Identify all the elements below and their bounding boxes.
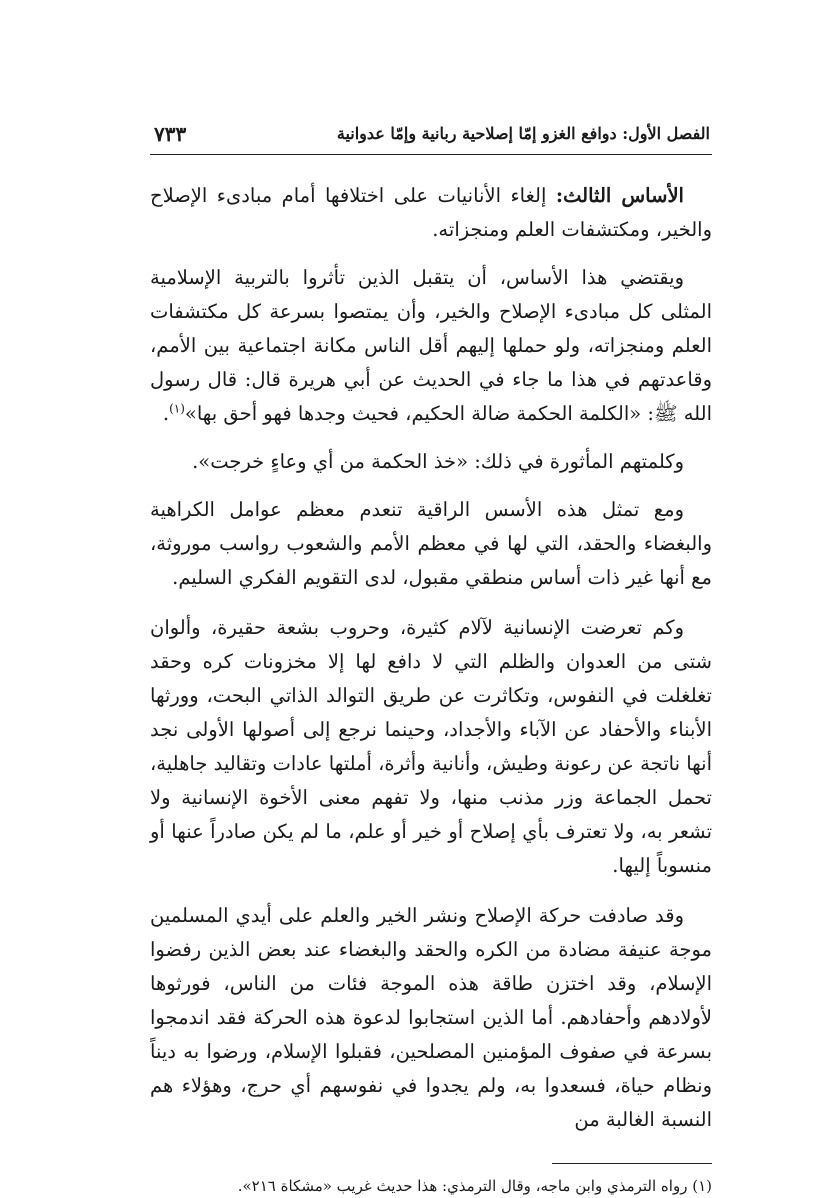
- book-page: [150, 118, 712, 1198]
- paragraph-5: [150, 611, 712, 883]
- paragraph-4: [150, 493, 712, 595]
- chapter-title: الفصل الأول: دوافع الغزو إمّا إصلاحية ربانية وإمّا عدوانية: [336, 124, 710, 143]
- paragraph-text: ويقتضي هذا الأساس، أن يتقبل الذين تأثروا بالتربية الإسلامية المثلى كل مبادىء الإصلاح والخير، وأن يمتصوا بسرعة كل مكتشفات العلم ومنجزاته، ولو حملها إليهم أقل الناس مكانة اجتماعية بين الأمم، وقاعدتهم في هذا ما جاء في الحديث عن أبي هريرة قال: قال رسول الله ﷺ: «الكلمة الحكمة ضالة الحكيم، فحيث وجدها فهو أحق بها»: [150, 266, 712, 425]
- page-number: ٧٣٣: [154, 122, 187, 146]
- paragraph-text: ومع تمثل هذه الأسس الراقية تنعدم معظم عوامل الكراهية والبغضاء والحقد، التي لها في معظم الأمم والشعوب رواسب موروثة، مع أنها غير ذات أساس منطقي مقبول، لدى التقويم الفكري السليم.: [150, 498, 712, 589]
- paragraph-heading: الأساس الثالث:: [555, 184, 684, 207]
- paragraph-text: إلغاء الأنانيات على اختلافها أمام مبادىء الإصلاح والخير، ومكتشفات العلم ومنجزاته.: [150, 184, 712, 241]
- paragraph-2: [150, 261, 712, 431]
- paragraph-text: وكلمتهم المأثورة في ذلك: «خذ الحكمة من أي وعاءٍ خرجت».: [192, 450, 684, 473]
- footnote: (١) رواه الترمذي وابن ماجه، وقال الترمذي: هذا حديث غريب «مشكاة ٢١٦».: [237, 1177, 712, 1195]
- paragraph-6: [150, 899, 712, 1137]
- running-header: [150, 118, 712, 155]
- paragraph-end: .: [162, 402, 170, 425]
- footnote-reference[interactable]: (١): [169, 401, 185, 416]
- paragraph-3: [150, 445, 712, 479]
- paragraph-text: وكم تعرضت الإنسانية لآلام كثيرة، وحروب بشعة حقيرة، وألوان شتى من العدوان والظلم التي لا دافع لها إلا مخزونات كره وحقد تغلغلت في النفوس، وتكاثرت عن طريق التوالد الذاتي البحت، وورثها الأبناء والأحفاد عن الآباء والأجداد، وحينما نرجع إلى أصولها الأولى نجد أنها ناتجة عن رعونة وطيش، وأنانية وأثرة، أملتها عادات وتقاليد جاهلية، تحمل الجماعة وزر مذنب منها، ولا تفهم معنى الأخوة الإنسانية ولا تشعر به، ولا تعترف بأي إصلاح أو خير أو علم، ما لم يكن صادراً عنها أو منسوباً إليها.: [150, 616, 712, 877]
- paragraph-1: [150, 179, 712, 247]
- page-body: [150, 179, 712, 1137]
- footnote-divider: [552, 1163, 712, 1164]
- paragraph-text: وقد صادفت حركة الإصلاح ونشر الخير والعلم على أيدي المسلمين موجة عنيفة مضادة من الكره والحقد والبغضاء عند بعض الذين رفضوا الإسلام، وقد اختزن طاقة هذه الموجة فئات من الناس، فورثوها لأولادهم وأحفادهم. أما الذين استجابوا لدعوة هذه الحركة فقد اندمجوا بسرعة في صفوف المؤمنين المصلحين، فقبلوا الإسلام، ورضوا به ديناً ونظام حياة، فسعدوا به، ولم يجدوا في نفوسهم أي حرج، وهؤلاء هم النسبة الغالبة من: [150, 904, 712, 1131]
